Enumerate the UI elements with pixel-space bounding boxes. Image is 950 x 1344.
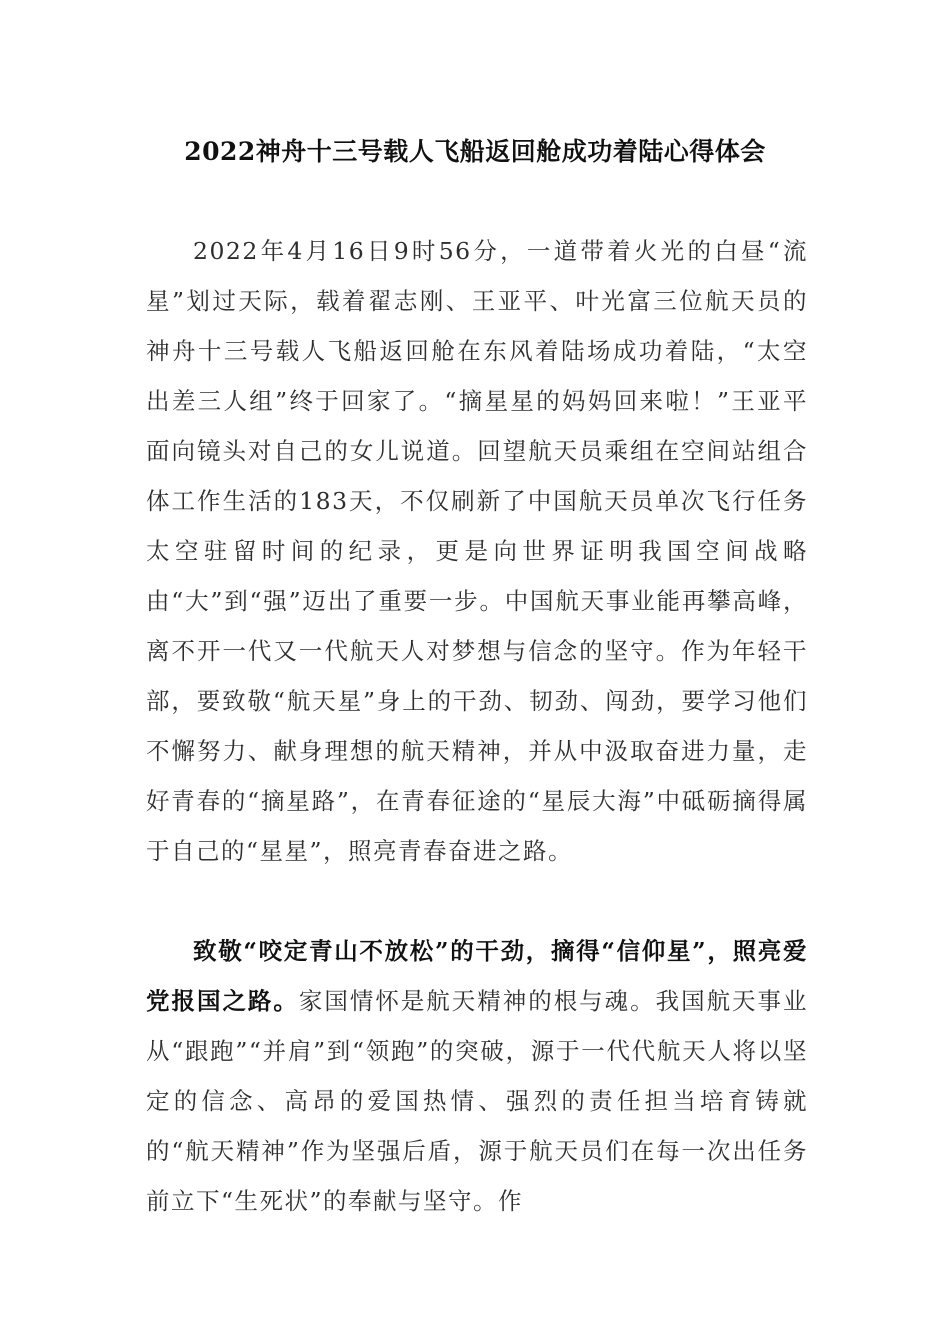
paragraph-1 xyxy=(146,226,808,876)
paragraph-2-text: 家国情怀是航天精神的根与魂。我国航天事业从“跟跑”“并肩”到“领跑”的突破，源于一代代航天人将以坚定的信念、高昂的爱国热情、强烈的责任担当培育铸就的“航天精神”作为坚强后盾，源于航天员们在每一次出任务前立下“生死状”的奉献与坚守。作 xyxy=(146,987,809,1215)
paragraph-2 xyxy=(146,926,808,1226)
paragraph-2-lead: 致敬“咬定青山不放松”的干劲，摘得“信仰星”，照亮爱党报国之路。 xyxy=(146,937,808,1015)
document-title: 2022神舟十三号载人飞船返回舱成功着陆心得体会 xyxy=(184,137,766,166)
paragraph-1-text: 2022年4月16日9时56分，一道带着火光的白昼“流星”划过天际，载着翟志刚、王亚平、叶光富三位航天员的神舟十三号载人飞船返回舱在东风着陆场成功着陆，“太空出差三人组”终于回家了。“摘星星的妈妈回来啦！”王亚平面向镜头对自己的女儿说道。回望航天员乘组在空间站组合体工作生活的183天，不仅刷新了中国航天员单次飞行任务太空驻留时间的纪录，更是向世界证明我国空间战略由“大”到“强”迈出了重要一步。中国航天事业能再攀高峰，离不开一代又一代航天人对梦想与信念的坚守。作为年轻干部，要致敬“航天星”身上的干劲、韧劲、闯劲，要学习他们不懈努力、献身理想的航天精神，并从中汲取奋进力量，走好青春的“摘星路”，在青春征途的“星辰大海”中砥砺摘得属于自己的“星星”，照亮青春奋进之路。 xyxy=(146,237,808,865)
